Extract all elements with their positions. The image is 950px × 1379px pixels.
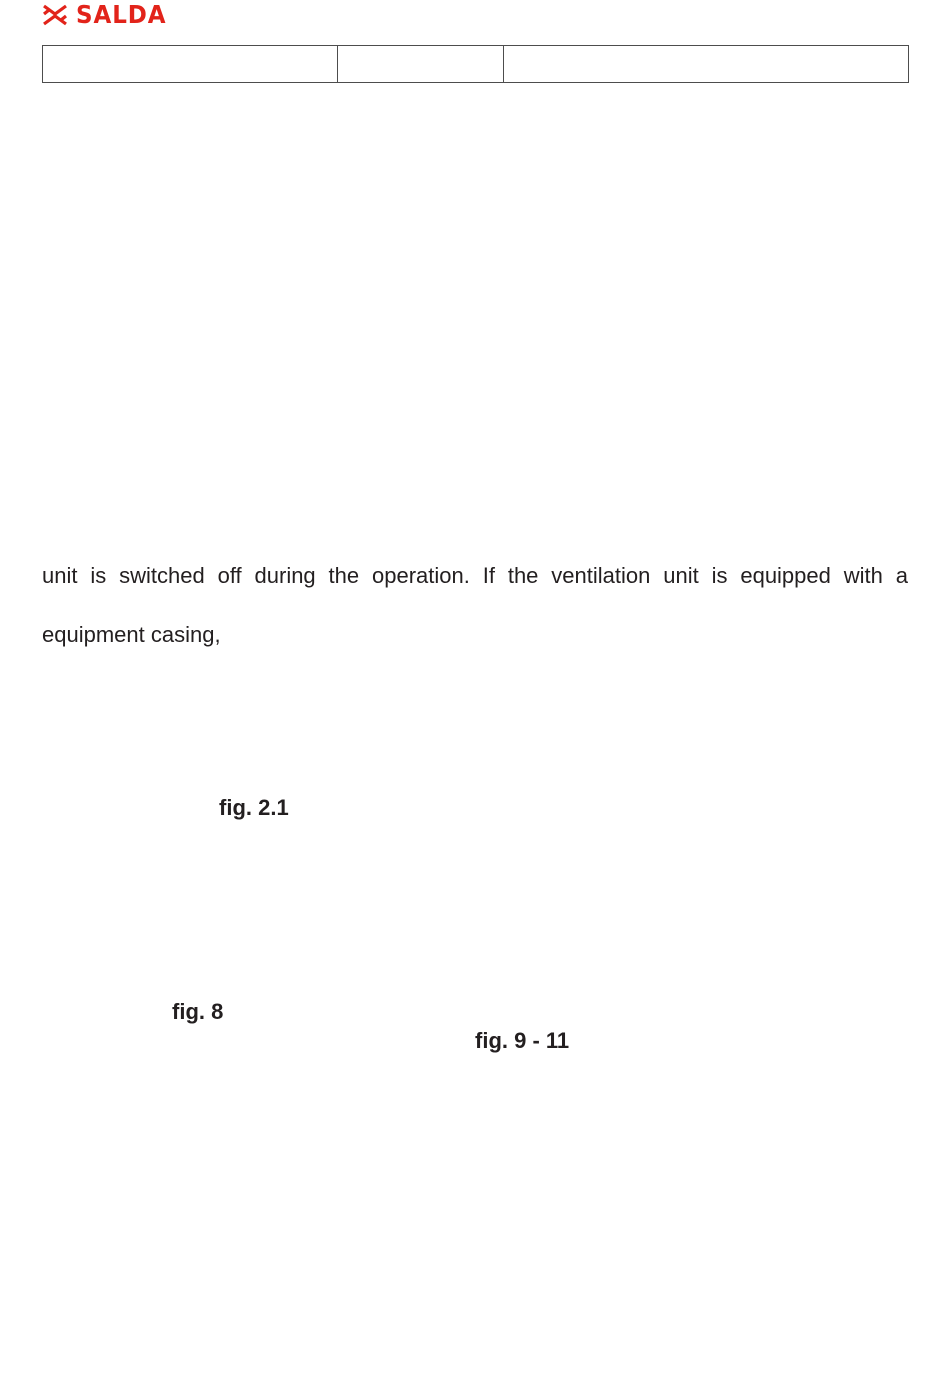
- header-table-row: [43, 46, 909, 83]
- figure-caption-2-1: fig. 2.1: [219, 795, 289, 820]
- salda-logo-icon: [42, 4, 68, 26]
- figure-caption-9-11: fig. 9 - 11: [475, 1028, 570, 1053]
- brand-name: SALDA: [76, 0, 167, 29]
- header-table-cell-2: [338, 46, 504, 83]
- header-table-cell-1: [43, 46, 338, 83]
- header-table-cell-3: [504, 46, 909, 83]
- body-paragraph-line-2: equipment casing,: [42, 622, 221, 647]
- brand-logo: [42, 0, 174, 29]
- figure-caption-8: fig. 8: [172, 999, 224, 1024]
- body-paragraph: [42, 546, 908, 664]
- body-paragraph-line-1: unit is switched off during the operation. If the ventilation unit is equipped with a: [42, 563, 908, 588]
- header-table: [42, 45, 909, 83]
